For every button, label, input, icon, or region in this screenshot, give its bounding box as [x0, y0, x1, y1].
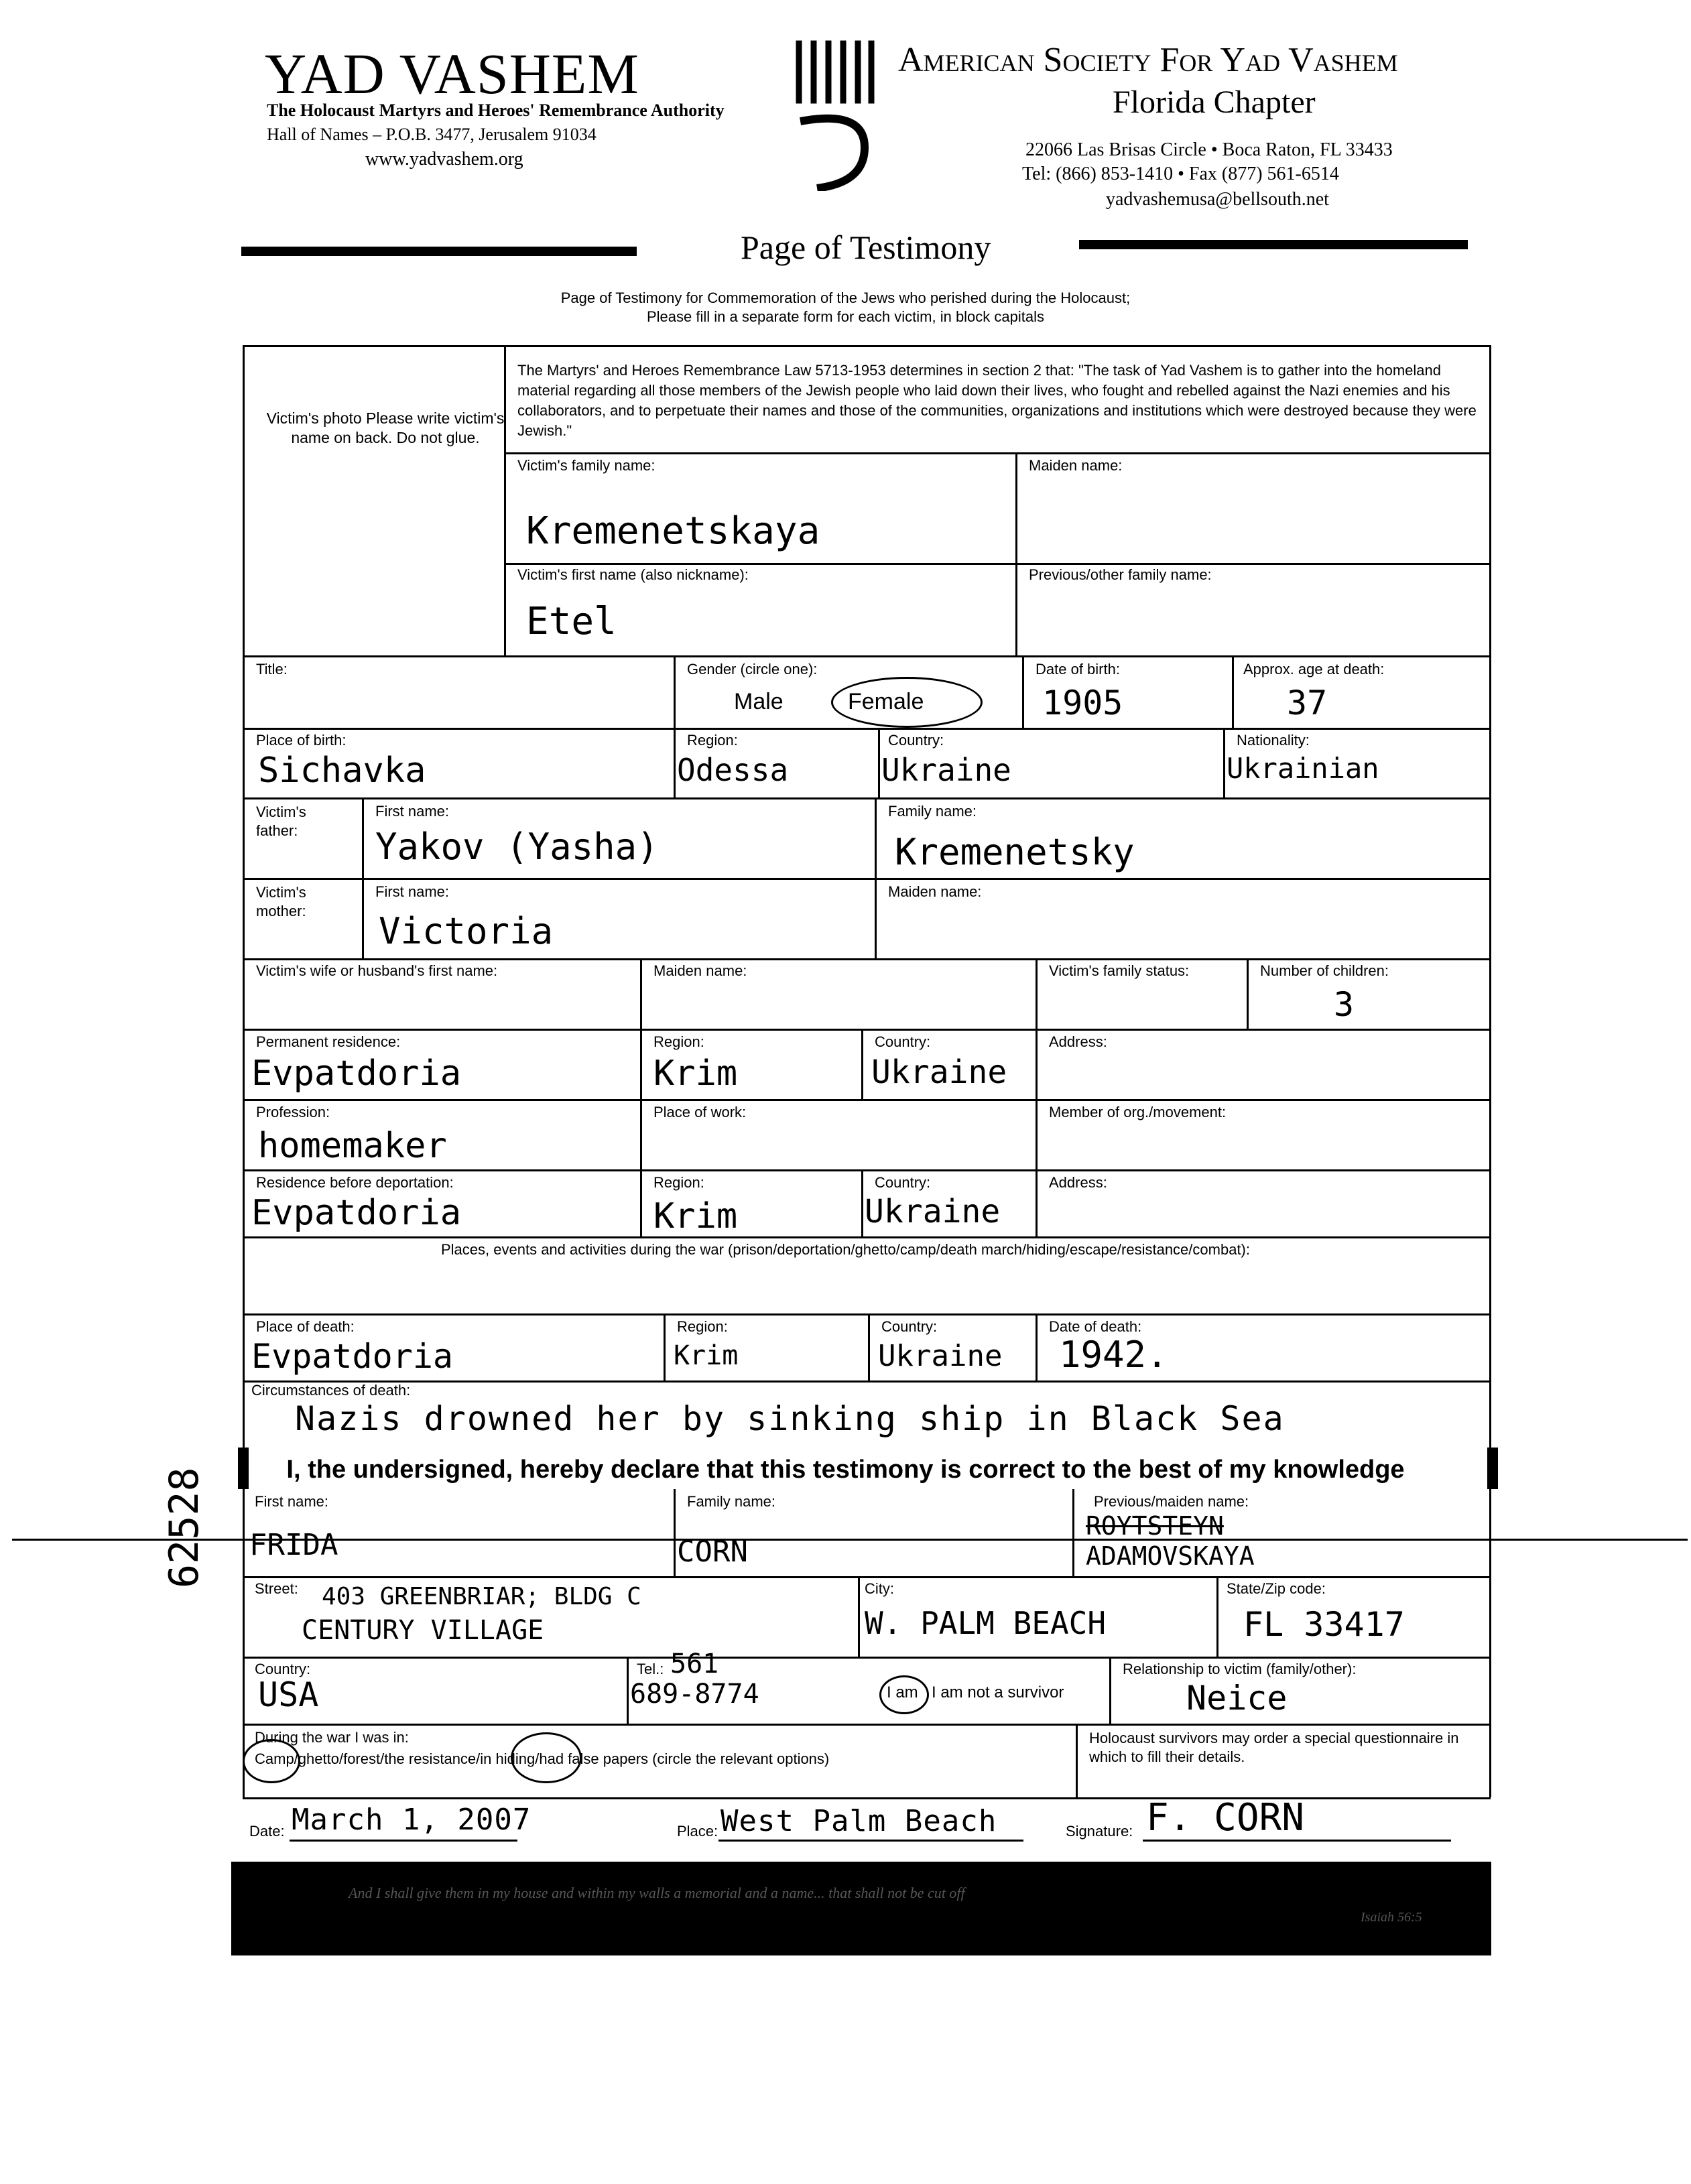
victim-birth-region[interactable]: Odessa: [677, 752, 789, 788]
victims-father-label: Victim's father:: [256, 804, 306, 839]
num-children-label: Number of children:: [1260, 962, 1389, 979]
submitter-tel-1[interactable]: 561: [670, 1649, 719, 1679]
victim-nationality[interactable]: Ukrainian: [1227, 752, 1379, 785]
i-am-option[interactable]: I am: [887, 1683, 918, 1701]
father-family-name[interactable]: Kremenetsky: [895, 831, 1135, 873]
page-title: Page of Testimony: [741, 229, 991, 266]
yad-vashem-address: Hall of Names – P.O.B. 3477, Jerusalem 91034: [267, 125, 597, 144]
maiden-name-label: Maiden name:: [1029, 457, 1123, 474]
death-country-label: Country:: [881, 1318, 938, 1335]
signature-underline: [1143, 1840, 1451, 1842]
victim-family-name[interactable]: Kremenetskaya: [526, 509, 820, 553]
gender-male[interactable]: Male: [734, 689, 784, 714]
side-number: 62528: [161, 1467, 208, 1588]
victim-birth-country[interactable]: Ukraine: [881, 752, 1011, 788]
submitter-relationship[interactable]: Neice: [1186, 1679, 1288, 1718]
date-death-label: Date of death:: [1049, 1318, 1142, 1335]
spouse-maiden-name-label: Maiden name:: [653, 962, 747, 979]
victim-perm-region[interactable]: Krim: [653, 1053, 738, 1094]
place-birth-label: Place of birth:: [256, 732, 347, 749]
header-divider-right: [1079, 240, 1468, 249]
camp-circle: [243, 1739, 300, 1783]
spouse-first-name-label: Victim's wife or husband's first name:: [256, 962, 498, 979]
victim-place-death[interactable]: Evpatdoria: [251, 1337, 454, 1376]
gender-female[interactable]: Female: [848, 689, 924, 714]
submitter-city[interactable]: W. PALM BEACH: [865, 1605, 1107, 1641]
yad-vashem-logo-icon: [791, 37, 878, 191]
perm-region-label: Region:: [653, 1033, 704, 1050]
header-divider-left: [241, 247, 637, 256]
place-work-label: Place of work:: [653, 1104, 747, 1120]
mother-first-name[interactable]: Victoria: [379, 910, 554, 952]
prev-family-name-label: Previous/other family name:: [1029, 566, 1212, 583]
submitter-place[interactable]: West Palm Beach: [721, 1804, 997, 1838]
relationship-label: Relationship to victim (family/other):: [1123, 1661, 1357, 1677]
birth-region-label: Region:: [687, 732, 738, 749]
gender-label: Gender (circle one):: [687, 661, 818, 678]
perm-country-label: Country:: [875, 1033, 931, 1050]
father-first-name-label: First name:: [375, 803, 450, 820]
victim-dob[interactable]: 1905: [1042, 684, 1123, 722]
yad-vashem-title: YAD VASHEM: [265, 42, 639, 106]
circumstances-label: Circumstances of death:: [251, 1382, 411, 1399]
yad-vashem-website: www.yadvashem.org: [365, 149, 523, 170]
mother-first-name-label: First name:: [375, 883, 450, 900]
asyv-address: 22066 Las Brisas Circle • Boca Raton, FL 33433: [1025, 139, 1393, 160]
submitter-first-name-label: First name:: [255, 1493, 329, 1510]
submitter-country-label: Country:: [255, 1661, 311, 1677]
i-am-circle: [879, 1675, 929, 1714]
prev-maiden-label: Previous/maiden name:: [1094, 1493, 1249, 1510]
victim-circumstances[interactable]: Nazis drowned her by sinking ship in Black Sea: [295, 1399, 1285, 1438]
victim-age-death[interactable]: 37: [1287, 684, 1328, 722]
submitter-prev-maiden[interactable]: ADAMOVSKAYA: [1086, 1541, 1255, 1571]
nationality-label: Nationality:: [1237, 732, 1310, 749]
street-label: Street:: [255, 1580, 298, 1597]
submitter-family-name-label: Family name:: [687, 1493, 776, 1510]
asyv-email: yadvashemusa@bellsouth.net: [1106, 189, 1329, 210]
date-label: Date:: [249, 1823, 285, 1840]
birth-country-label: Country:: [888, 732, 944, 749]
victim-death-country[interactable]: Ukraine: [878, 1339, 1003, 1373]
victim-death-region[interactable]: Krim: [674, 1340, 739, 1371]
victim-profession[interactable]: homemaker: [258, 1126, 447, 1166]
victim-perm-residence[interactable]: Evpatdoria: [251, 1053, 462, 1094]
submitter-country[interactable]: USA: [258, 1675, 319, 1714]
asyv-chapter: Florida Chapter: [1113, 84, 1316, 120]
asyv-phone: Tel: (866) 853-1410 • Fax (877) 561-6514: [1022, 164, 1339, 184]
declaration-text: I, the undersigned, hereby declare that this testimony is correct to the best of my knowledge: [286, 1456, 1405, 1484]
asyv-title: American Society For Yad Vashem: [898, 41, 1398, 79]
victim-res-before[interactable]: Evpatdoria: [251, 1193, 462, 1233]
mother-maiden-name-label: Maiden name:: [888, 883, 982, 900]
victim-num-children[interactable]: 3: [1334, 985, 1355, 1024]
father-first-name[interactable]: Yakov (Yasha): [375, 826, 659, 868]
profession-label: Profession:: [256, 1104, 330, 1120]
perm-address-label: Address:: [1049, 1033, 1107, 1050]
victim-place-birth[interactable]: Sichavka: [258, 751, 426, 791]
footer-bar: [231, 1862, 1491, 1955]
submitter-first-name[interactable]: FRIDA: [249, 1528, 338, 1562]
place-death-label: Place of death:: [256, 1318, 355, 1335]
submitter-tel-2[interactable]: 689-8774: [630, 1679, 759, 1710]
member-org-label: Member of org./movement:: [1049, 1104, 1227, 1120]
victim-res-before-country[interactable]: Ukraine: [865, 1193, 1001, 1230]
submitter-family-name[interactable]: CORN: [677, 1535, 748, 1569]
footer-reference: Isaiah 56:5: [1361, 1910, 1422, 1925]
victims-mother-label: Victim's mother:: [256, 884, 306, 919]
yad-vashem-subtitle: The Holocaust Martyrs and Heroes' Remembrance Authority: [267, 101, 725, 120]
family-name-label: Victim's family name:: [517, 457, 655, 474]
res-before-label: Residence before deportation:: [256, 1174, 454, 1191]
first-name-label: Victim's first name (also nickname):: [517, 566, 749, 583]
in-hiding-circle: [511, 1732, 582, 1783]
war-options[interactable]: Camp/ghetto/forest/the resistance/in hiding/had false papers (circle the relevant options): [255, 1750, 830, 1767]
title-label: Title:: [256, 661, 288, 678]
submitter-state-zip[interactable]: FL 33417: [1243, 1605, 1405, 1644]
submitter-prev-maiden-struck[interactable]: ROYTSTEYN: [1086, 1511, 1224, 1541]
date-underline: [290, 1840, 517, 1842]
dob-label: Date of birth:: [1036, 661, 1120, 678]
during-war-label: During the war I was in:: [255, 1729, 409, 1746]
submitter-street[interactable]: 403 GREENBRIAR; BLDG C: [322, 1583, 641, 1610]
victim-date-death[interactable]: 1942.: [1059, 1334, 1168, 1376]
perm-residence-label: Permanent residence:: [256, 1033, 401, 1050]
female-circle: [831, 677, 983, 728]
victim-photo-note: Victim's photo Please write victim's name on back. Do not glue.: [266, 409, 505, 446]
submitter-signature[interactable]: F. CORN: [1146, 1796, 1305, 1840]
i-am-not-option[interactable]: I am not a survivor: [932, 1683, 1064, 1701]
places-events-label: Places, events and activities during the war (prison/deportation/ghetto/camp/death march/hiding/escape/resistance/combat):: [441, 1241, 1250, 1258]
state-zip-label: State/Zip code:: [1227, 1580, 1326, 1597]
signature-label: Signature:: [1066, 1823, 1133, 1840]
footer-quote: And I shall give them in my house and within my walls a memorial and a name... that shall not be cut off: [349, 1884, 965, 1901]
victim-first-name[interactable]: Etel: [526, 600, 617, 643]
res-before-address-label: Address:: [1049, 1174, 1107, 1191]
father-family-name-label: Family name:: [888, 803, 977, 820]
law-text: The Martyrs' and Heroes Remembrance Law 5713-1953 determines in section 2 that: "The task of Yad Vashem is to gather into the homeland material regarding all those members of the Jewish people who laid down their lives, who fought and rebelled against the Nazi enemies and his collaborators, and to perpetuate their names and those of the communities, organizations and institutions which were destroyed because they were Jewish.": [517, 362, 1477, 439]
victim-res-before-region[interactable]: Krim: [653, 1196, 738, 1236]
intro-line-2: Please fill in a separate form for each victim, in block capitals: [646, 308, 1045, 325]
victim-perm-country[interactable]: Ukraine: [871, 1053, 1007, 1091]
city-label: City:: [865, 1580, 894, 1597]
intro-line-1: Page of Testimony for Commemoration of the Jews who perished during the Holocaust;: [560, 290, 1131, 306]
survivor-note: Holocaust survivors may order a special questionnaire in which to fill their details.: [1089, 1730, 1459, 1765]
submitter-street-2[interactable]: CENTURY VILLAGE: [302, 1615, 544, 1646]
submitter-date[interactable]: March 1, 2007: [292, 1803, 531, 1837]
res-before-region-label: Region:: [653, 1174, 704, 1191]
place-underline: [718, 1840, 1023, 1842]
place-label: Place:: [677, 1823, 718, 1840]
res-before-country-label: Country:: [875, 1174, 931, 1191]
tel-label: Tel.:: [637, 1661, 664, 1677]
family-status-label: Victim's family status:: [1049, 962, 1190, 979]
age-death-label: Approx. age at death:: [1243, 661, 1385, 678]
death-region-label: Region:: [677, 1318, 728, 1335]
